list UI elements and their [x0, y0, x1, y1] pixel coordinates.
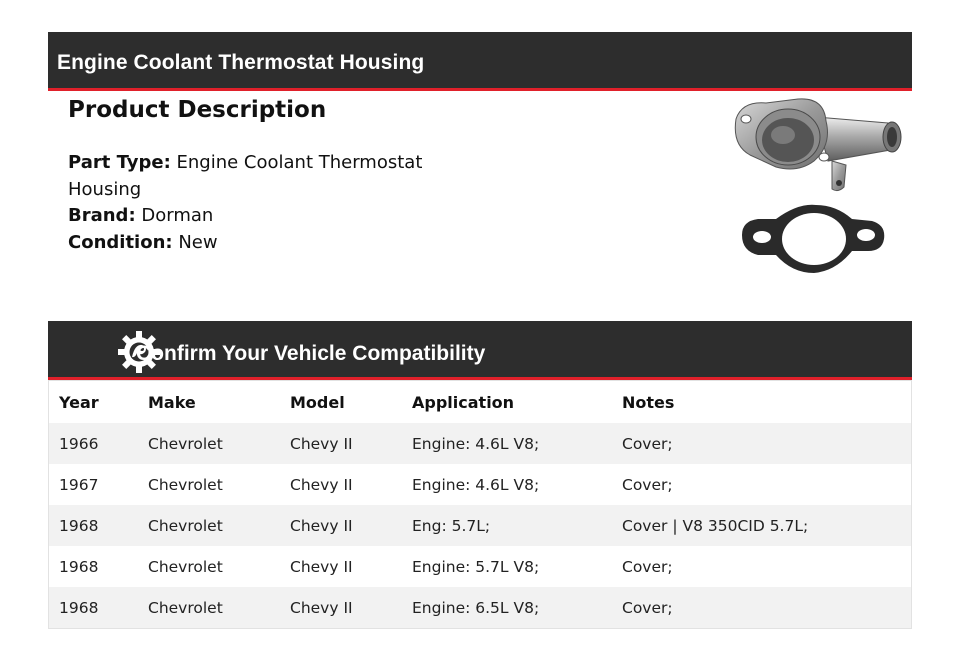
cell-notes: Cover; [612, 546, 912, 587]
cell-year: 1966 [49, 423, 139, 464]
table-row [49, 423, 912, 464]
page-title: Engine Coolant Thermostat Housing [57, 51, 425, 74]
part-type-value: Engine Coolant Thermostat Housing [68, 152, 423, 200]
column-header-model: Model [290, 392, 345, 412]
part-type-label: Part Type: [68, 152, 171, 173]
condition-label: Condition: [68, 231, 173, 253]
table-row [49, 464, 912, 505]
cell-model: Chevy II [280, 587, 402, 629]
table-row [49, 505, 912, 546]
description-body [68, 150, 428, 256]
cell-make: Chevrolet [138, 505, 280, 546]
description-heading: Product Description [68, 97, 327, 123]
cell-make: Chevrolet [138, 587, 280, 629]
part-type-row [68, 150, 428, 203]
cell-make: Chevrolet [138, 464, 280, 505]
cell-notes: Cover; [612, 587, 912, 629]
cell-model: Chevy II [280, 423, 402, 464]
cell-year: 1968 [49, 546, 139, 587]
cell-application: Eng: 5.7L; [402, 505, 612, 546]
cell-model: Chevy II [280, 505, 402, 546]
cell-make: Chevrolet [138, 546, 280, 587]
condition-row [68, 230, 428, 257]
condition-value: New [178, 231, 218, 253]
cell-notes: Cover; [612, 423, 912, 464]
compatibility-table [48, 380, 912, 629]
title-bar [48, 32, 912, 91]
cell-application: Engine: 4.6L V8; [402, 464, 612, 505]
cell-year: 1968 [49, 505, 139, 546]
compatibility-bar [48, 321, 912, 380]
table-row [49, 546, 912, 587]
cell-year: 1968 [49, 587, 139, 629]
cell-model: Chevy II [280, 546, 402, 587]
cell-notes: Cover | V8 350CID 5.7L; [612, 505, 912, 546]
column-header-application: Application [412, 392, 515, 412]
brand-label: Brand: [68, 205, 136, 226]
cell-year: 1967 [49, 464, 139, 505]
cell-model: Chevy II [280, 464, 402, 505]
cell-application: Engine: 4.6L V8; [402, 423, 612, 464]
cell-make: Chevrolet [138, 423, 280, 464]
cell-application: Engine: 5.7L V8; [402, 546, 612, 587]
column-header-notes: Notes [622, 392, 675, 412]
column-header-make: Make [148, 392, 196, 412]
table-header-row [49, 381, 912, 424]
brand-value: Dorman [141, 205, 214, 226]
cell-notes: Cover; [612, 464, 912, 505]
column-header-year: Year [59, 392, 99, 412]
compatibility-title: Confirm Your Vehicle Compatibility [136, 342, 486, 365]
table-row [49, 587, 912, 629]
brand-row [68, 203, 428, 230]
thermostat-housing-image [728, 95, 908, 285]
cell-application: Engine: 6.5L V8; [402, 587, 612, 629]
